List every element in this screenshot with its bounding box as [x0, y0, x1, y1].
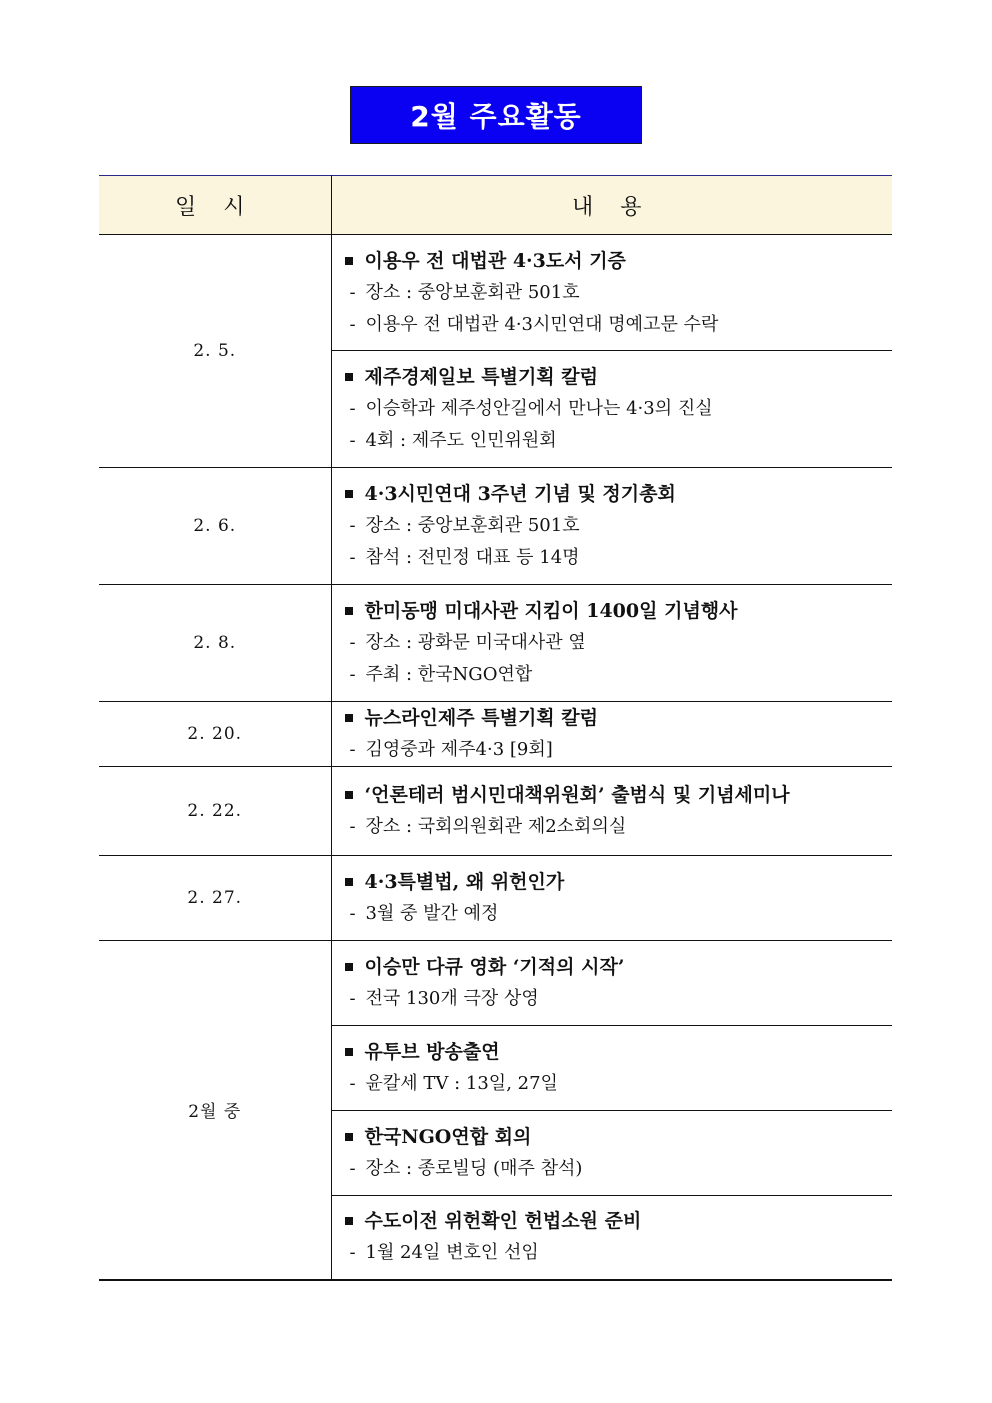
detail-text: 3월 중 발간 예정 [365, 903, 499, 924]
activity-detail [345, 1153, 893, 1185]
table-row [99, 702, 892, 767]
content-cell [331, 1196, 892, 1280]
activity-detail [345, 393, 893, 425]
date-cell: 2. 8. [99, 585, 331, 702]
detail-text: 장소 : 중앙보훈회관 501호 [365, 515, 580, 536]
activity-heading [345, 361, 893, 393]
dash-marker: - [349, 632, 356, 653]
content-cell [331, 1111, 892, 1196]
activity-detail [345, 811, 893, 843]
activity-detail [345, 1068, 893, 1100]
activity-heading [345, 951, 893, 983]
activity-title: 4·3시민연대 3주년 기념 및 정기총회 [364, 483, 676, 505]
activity-heading [345, 1036, 893, 1068]
activity-heading [345, 245, 893, 277]
activity-entry [332, 1036, 893, 1100]
dash-marker: - [349, 313, 356, 335]
content-cell [331, 702, 892, 767]
activity-heading [345, 866, 893, 898]
activity-title: 이승만 다큐 영화 ‘기적의 시작’ [364, 956, 625, 978]
activity-detail [345, 659, 893, 691]
date-cell: 2. 5. [99, 235, 331, 468]
activity-entry [332, 478, 893, 574]
content-cell [331, 468, 892, 585]
dash-marker: - [349, 1242, 356, 1264]
dash-marker: - [349, 430, 356, 451]
dash-marker: - [349, 281, 356, 303]
table-row [99, 585, 892, 702]
activity-detail [345, 627, 893, 659]
dash-marker: - [349, 398, 356, 419]
date-cell: 2. 27. [99, 856, 331, 941]
activity-heading [345, 1121, 893, 1153]
dash-marker: - [349, 988, 356, 1009]
square-bullet-icon [345, 963, 353, 971]
dash-marker: - [349, 547, 356, 568]
detail-text: 김영중과 제주4·3 [9회] [365, 739, 553, 760]
detail-text: 참석 : 전민정 대표 등 14명 [365, 547, 580, 568]
activity-title: 수도이전 위헌확인 헌법소원 준비 [364, 1210, 642, 1233]
activity-title: 한국NGO연합 회의 [364, 1126, 532, 1148]
date-cell: 2월 중 [99, 941, 331, 1280]
activity-detail [345, 425, 893, 457]
detail-text: 전국 130개 극장 상영 [365, 988, 539, 1009]
square-bullet-icon [345, 1217, 353, 1225]
date-cell: 2. 22. [99, 767, 331, 856]
square-bullet-icon [345, 373, 353, 381]
table-row [99, 468, 892, 585]
table-row [99, 856, 892, 941]
detail-text: 이용우 전 대법관 4·3시민연대 명예고문 수락 [365, 313, 719, 335]
activity-title: 뉴스라인제주 특별기획 칼럼 [364, 707, 598, 729]
detail-text: 장소 : 국회의원회관 제2소회의실 [365, 816, 627, 837]
square-bullet-icon [345, 490, 353, 498]
schedule-body [99, 235, 892, 1280]
square-bullet-icon [345, 878, 353, 886]
dash-marker: - [349, 1073, 356, 1094]
content-cell [331, 941, 892, 1026]
activity-entry [332, 866, 893, 930]
activity-title: 4·3특별법, 왜 위헌인가 [364, 871, 565, 893]
activity-title: ‘언론테러 범시민대책위원회’ 출범식 및 기념세미나 [364, 784, 790, 806]
activity-title: 이용우 전 대법관 4·3도서 기증 [364, 249, 626, 272]
activity-entry [332, 595, 893, 691]
content-cell [331, 351, 892, 468]
schedule-table [99, 175, 892, 1281]
activity-heading [345, 779, 893, 811]
square-bullet-icon [345, 1133, 353, 1141]
activity-detail [345, 734, 893, 766]
dash-marker: - [349, 816, 356, 837]
dash-marker: - [349, 515, 356, 536]
detail-text: 장소 : 중앙보훈회관 501호 [365, 281, 580, 303]
activity-entry [332, 1121, 893, 1185]
detail-text: 장소 : 종로빌딩 (매주 참석) [365, 1158, 583, 1179]
square-bullet-icon [345, 1048, 353, 1056]
dash-marker: - [349, 664, 356, 685]
square-bullet-icon [345, 791, 353, 799]
detail-text: 1월 24일 변호인 선임 [365, 1242, 539, 1264]
content-cell [331, 585, 892, 702]
table-row [99, 767, 892, 856]
activity-entry [332, 245, 893, 341]
content-cell [331, 235, 892, 351]
page-title: 2월 주요활동 [350, 86, 642, 144]
activity-detail [345, 309, 893, 341]
activity-entry [332, 951, 893, 1015]
content-cell [331, 767, 892, 856]
table-header-row [99, 176, 892, 235]
activity-entry [332, 361, 893, 457]
detail-text: 윤칼세 TV : 13일, 27일 [365, 1073, 558, 1094]
dash-marker: - [349, 739, 356, 760]
detail-text: 주최 : 한국NGO연합 [365, 664, 533, 685]
detail-text: 이승학과 제주성안길에서 만나는 4·3의 진실 [365, 398, 713, 419]
activity-detail [345, 542, 893, 574]
activity-heading [345, 595, 893, 627]
dash-marker: - [349, 903, 356, 924]
table-row [99, 235, 892, 351]
date-cell: 2. 20. [99, 702, 331, 767]
activity-detail [345, 983, 893, 1015]
activity-heading [345, 702, 893, 734]
activity-entry [332, 702, 893, 766]
detail-text: 4회 : 제주도 인민위원회 [365, 430, 557, 451]
date-cell: 2. 6. [99, 468, 331, 585]
table-row [99, 941, 892, 1026]
activity-title: 한미동맹 미대사관 지킴이 1400일 기념행사 [364, 600, 738, 622]
activity-heading [345, 1205, 893, 1237]
activity-title: 제주경제일보 특별기획 칼럼 [364, 366, 598, 388]
square-bullet-icon [345, 714, 353, 722]
header-date: 일 시 [99, 176, 331, 235]
activity-heading [345, 478, 893, 510]
content-cell [331, 1026, 892, 1111]
dash-marker: - [349, 1158, 356, 1179]
activity-entry [332, 1205, 893, 1269]
activity-entry [332, 779, 893, 843]
activity-title: 유투브 방송출연 [364, 1041, 500, 1063]
header-content: 내 용 [331, 176, 892, 235]
activity-detail [345, 510, 893, 542]
square-bullet-icon [345, 607, 353, 615]
square-bullet-icon [345, 257, 353, 265]
activity-detail [345, 898, 893, 930]
content-cell [331, 856, 892, 941]
activity-detail [345, 1237, 893, 1269]
detail-text: 장소 : 광화문 미국대사관 옆 [365, 632, 586, 653]
activity-detail [345, 277, 893, 309]
